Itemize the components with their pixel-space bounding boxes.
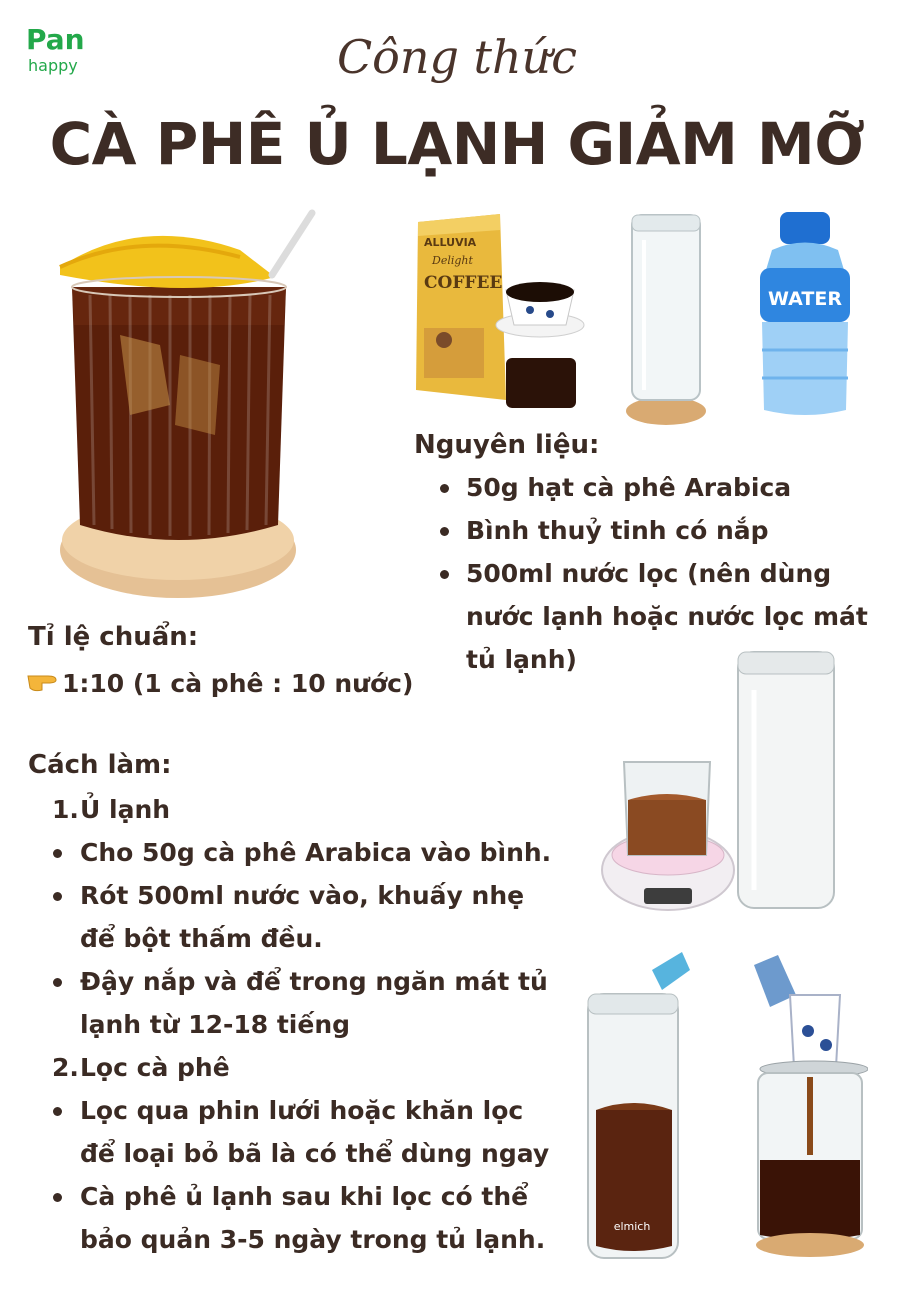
step-line: Lọc qua phin lưới hoặc khăn lọc [80, 1096, 524, 1125]
bullet-icon [53, 892, 62, 901]
water-bottle-label: WATER [768, 288, 842, 310]
coffee-brewing-bottle-image [582, 950, 692, 1262]
ingredient-item: 500ml nước lọc (nên dùng [466, 559, 832, 588]
step-line-continued: để bột thấm đều. [80, 924, 323, 953]
bullet-icon [440, 527, 449, 536]
step-number: 1. [52, 795, 79, 824]
step-line: Rót 500ml nước vào, khuấy nhẹ [80, 881, 525, 910]
coffee-bag-name: COFFEE [424, 273, 503, 293]
ratio-heading: Tỉ lệ chuẩn: [28, 622, 199, 652]
step-line-continued: bảo quản 3-5 ngày trong tủ lạnh. [80, 1225, 546, 1254]
method-heading: Cách làm: [28, 750, 172, 780]
bullet-icon [53, 1107, 62, 1116]
main-title: CÀ PHÊ Ủ LẠNH GIẢM MỠ [49, 110, 865, 178]
coffee-bag-sub: Delight [432, 254, 473, 267]
bullet-icon [440, 484, 449, 493]
step-number: 2. [52, 1053, 79, 1082]
bullet-icon [53, 1193, 62, 1202]
ingredient-item-continued: nước lạnh hoặc nước lọc mát [466, 602, 868, 631]
coffee-bag-brand: ALLUVIA [424, 236, 477, 249]
glass-bottle-image [622, 205, 712, 430]
step-title: Lọc cà phê [80, 1053, 230, 1082]
pointing-hand-icon [26, 668, 60, 694]
bullet-icon [53, 849, 62, 858]
iced-coffee-image [50, 205, 320, 605]
coffee-filter-bottle-image [748, 955, 868, 1260]
script-title: Công thức [336, 30, 578, 84]
step-line: Đậy nắp và để trong ngăn mát tủ [80, 967, 548, 996]
bottle-brand: elmich [613, 1220, 651, 1233]
water-bottle-image [750, 210, 860, 420]
step-line-continued: lạnh từ 12-18 tiếng [80, 1010, 351, 1039]
brand-logo-tagline: happy [28, 56, 78, 75]
bullet-icon [440, 570, 449, 579]
step-line: Cho 50g cà phê Arabica vào bình. [80, 838, 552, 867]
ingredient-item: Bình thuỷ tinh có nắp [466, 516, 769, 545]
scale-and-jar-image [596, 650, 846, 935]
ingredient-item: 50g hạt cà phê Arabica [466, 473, 792, 502]
step-line-continued: để loại bỏ bã là có thể dùng ngay [80, 1139, 550, 1168]
step-line: Cà phê ủ lạnh sau khi lọc có thể [80, 1182, 529, 1211]
bullet-icon [53, 978, 62, 987]
ratio-value: 1:10 (1 cà phê : 10 nước) [62, 669, 414, 698]
ingredient-item-continued: tủ lạnh) [466, 645, 577, 674]
brand-logo-name: Pan [26, 23, 85, 56]
ingredients-heading: Nguyên liệu: [414, 430, 600, 460]
coffee-bag-image [410, 210, 590, 410]
step-title: Ủ lạnh [80, 795, 171, 824]
